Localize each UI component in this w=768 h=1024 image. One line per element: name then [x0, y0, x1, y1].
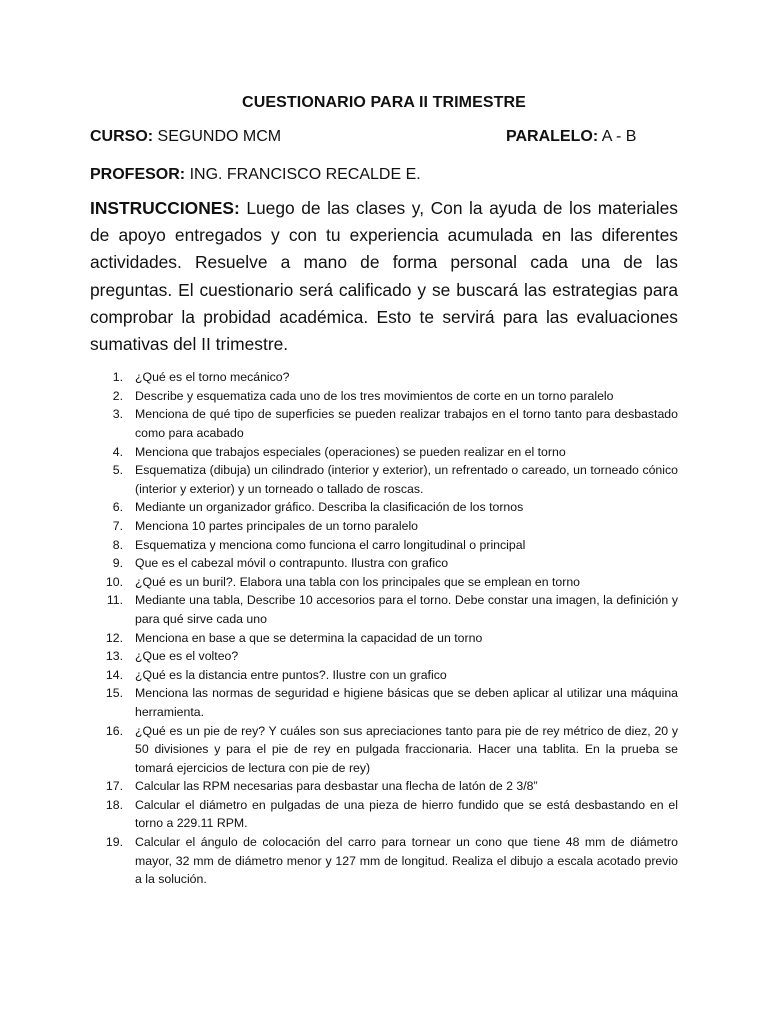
paralelo-label: PARALELO:	[506, 128, 599, 145]
question-text: ¿Qué es el torno mecánico?	[135, 370, 290, 385]
question-text: Calcular el diámetro en pulgadas de una pieza de hierro fundido que se está desbastando en el torno a 229.11 RPM.	[135, 797, 678, 831]
question-text: Describe y esquematiza cada uno de los tres movimientos de corte en un torno paralelo	[135, 388, 614, 403]
question-text: ¿Qué es un buril?. Elabora una tabla con los principales que se emplean en torno	[135, 574, 581, 589]
question-text: Mediante un organizador gráfico. Describa la clasificación de los tornos	[135, 500, 524, 515]
question-number: 8.	[112, 537, 123, 552]
question-number: 10.	[105, 574, 123, 589]
profesor-value: ING. FRANCISCO RECALDE E.	[185, 166, 421, 183]
question-item	[90, 443, 678, 462]
profesor-field	[90, 165, 678, 185]
question-number: 4.	[112, 444, 123, 459]
question-text: Calcular las RPM necesarias para desbastar una flecha de latón de 2 3/8”	[135, 779, 538, 794]
question-number: 12.	[105, 630, 123, 645]
question-item	[90, 536, 678, 555]
question-item	[90, 573, 678, 592]
question-number: 7.	[112, 518, 123, 533]
profesor-label: PROFESOR:	[90, 166, 186, 183]
question-item	[90, 629, 678, 648]
question-number: 3.	[112, 407, 123, 422]
question-number: 15.	[105, 686, 123, 701]
question-text: Menciona en base a que se determina la capacidad de un torno	[135, 630, 483, 645]
question-item	[90, 554, 678, 573]
question-item	[90, 387, 678, 406]
question-text: ¿Qué es la distancia entre puntos?. Ilustre con un grafico	[135, 667, 447, 682]
curso-label: CURSO:	[90, 128, 154, 145]
question-number: 16.	[105, 723, 123, 738]
question-number: 17.	[105, 779, 123, 794]
question-text: Mediante una tabla, Describe 10 accesorios para el torno. Debe constar una imagen, la definición y para qué sirve cada uno	[135, 593, 678, 626]
curso-value: SEGUNDO MCM	[153, 128, 282, 145]
curso-field	[90, 127, 506, 147]
question-text: Esquematiza (dibuja) un cilindrado (interior y exterior), un refrentado o careado, un torneado cónico (interior y exterior) y un torneado o tallado de roscas.	[135, 463, 678, 496]
question-text: Calcular el ángulo de colocación del carro para tornear un cono que tiene 48 mm de diámetro mayor, 32 mm de diámetro menor y 127 mm de longitud. Realiza el dibujo a escala acotado previo a la solución.	[135, 835, 678, 887]
question-text: Menciona las normas de seguridad e higiene básicas que se deben aplicar al utilizar una máquina herramienta.	[135, 686, 678, 719]
question-number: 6.	[112, 500, 123, 515]
question-number: 9.	[112, 556, 123, 571]
course-row	[90, 127, 678, 147]
question-number: 13.	[105, 649, 123, 664]
instructions-text: Luego de las clases y, Con la ayuda de los materiales de apoyo entregados y con tu experiencia acumulada en las diferentes actividades. Resuelve a mano de forma personal cada una de las preguntas. El cuestionario será calificado y se buscará las estrategias para comprobar la probidad académica. Esto te servirá para las evaluaciones sumativas del II trimestre.	[90, 198, 678, 355]
question-item	[90, 498, 678, 517]
instructions-paragraph	[90, 195, 678, 358]
question-item	[90, 833, 678, 889]
question-number: 5.	[112, 463, 123, 478]
question-item	[90, 461, 678, 498]
question-item	[90, 722, 678, 778]
question-item	[90, 647, 678, 666]
question-text: ¿Qué es un pie de rey? Y cuáles son sus apreciaciones tanto para pie de rey métrico de diez, 20 y 50 divisiones y para el pie de rey en pulgada fraccionaria. Hacer una tablita. En la prueba se tomará ejercicios de lectura con pie de rey)	[135, 723, 678, 775]
question-item	[90, 796, 678, 833]
question-item	[90, 517, 678, 536]
question-item	[90, 591, 678, 628]
question-list	[90, 368, 678, 889]
question-text: Que es el cabezal móvil o contrapunto. Ilustra con grafico	[135, 556, 449, 571]
question-item	[90, 368, 678, 387]
question-number: 19.	[105, 835, 123, 850]
paralelo-value: A - B	[598, 128, 637, 145]
question-number: 18.	[105, 797, 123, 812]
question-text: Menciona que trabajos especiales (operaciones) se pueden realizar en el torno	[135, 444, 566, 459]
question-text: ¿Que es el volteo?	[135, 649, 239, 664]
question-item	[90, 777, 678, 796]
question-text: Esquematiza y menciona como funciona el carro longitudinal o principal	[135, 537, 526, 552]
question-text: Menciona 10 partes principales de un torno paralelo	[135, 518, 419, 533]
question-number: 1.	[112, 370, 123, 385]
question-number: 2.	[112, 388, 123, 403]
instructions-label: INSTRUCCIONES:	[90, 198, 240, 218]
document-title: CUESTIONARIO PARA II TRIMESTRE	[242, 94, 526, 111]
question-item	[90, 405, 678, 442]
question-item	[90, 684, 678, 721]
question-text: Menciona de qué tipo de superficies se pueden realizar trabajos en el torno tanto para desbastado como para acabado	[135, 407, 678, 440]
question-number: 11.	[106, 593, 123, 608]
paralelo-field	[506, 127, 678, 147]
question-number: 14.	[105, 667, 123, 682]
question-item	[90, 666, 678, 685]
